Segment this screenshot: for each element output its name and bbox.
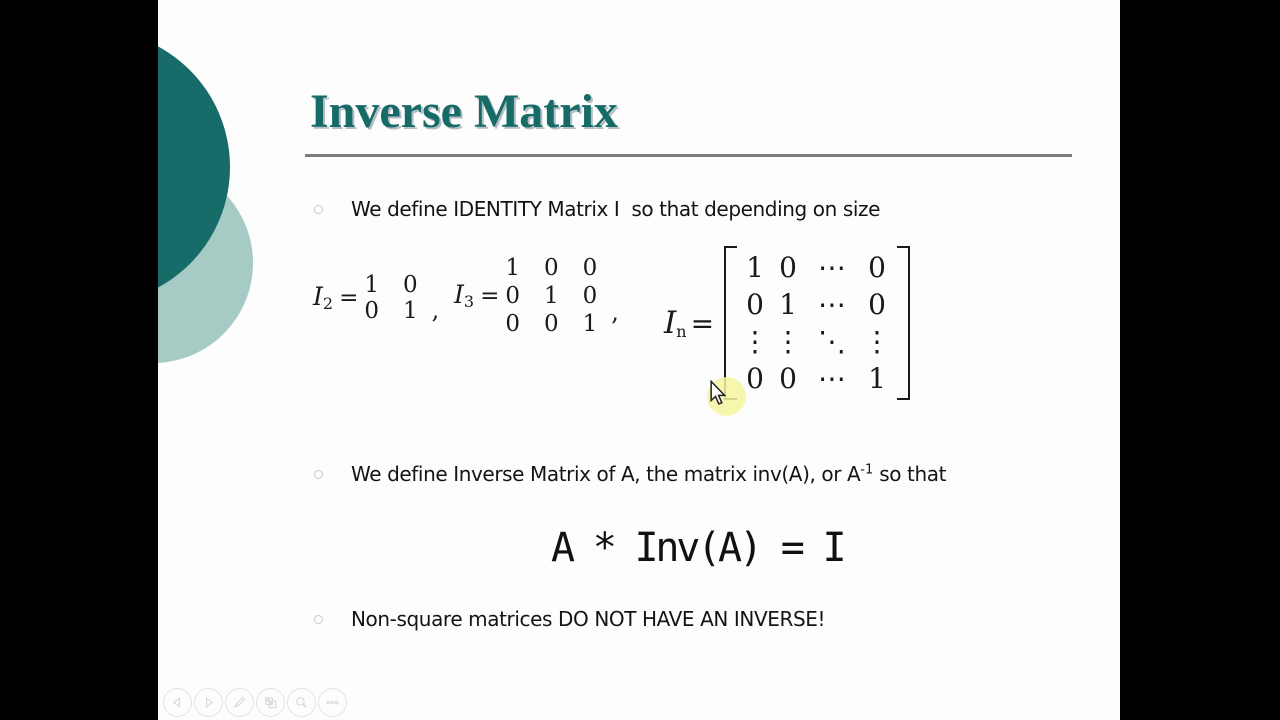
bracketed-matrix bbox=[724, 246, 910, 400]
zoom-button[interactable] bbox=[287, 688, 316, 717]
right-bracket bbox=[897, 246, 910, 400]
bullet-text: We define IDENTITY Matrix I so that depending on size bbox=[351, 197, 881, 221]
math-subscript: 3 bbox=[463, 292, 475, 312]
math-symbol: I bbox=[313, 282, 323, 312]
zoom-icon bbox=[294, 695, 309, 710]
superscript: -1 bbox=[860, 462, 874, 478]
previous-icon bbox=[170, 695, 185, 710]
bullet-identity bbox=[314, 197, 880, 221]
matrix-i2 bbox=[313, 272, 439, 324]
bullet-text: Non-square matrices DO NOT HAVE AN INVERSE! bbox=[351, 607, 826, 631]
frames-button[interactable] bbox=[256, 688, 285, 717]
math-subscript: 2 bbox=[322, 294, 334, 314]
bullet-inverse-definition bbox=[314, 462, 946, 486]
inverse-equation: A * Inv(A) = I bbox=[551, 525, 844, 571]
equals-sign: = bbox=[480, 283, 500, 309]
matrix-in bbox=[664, 246, 910, 400]
more-icon bbox=[325, 695, 340, 710]
slide-title: Inverse Matrix bbox=[310, 85, 618, 138]
pen-button[interactable] bbox=[225, 688, 254, 717]
bullet-nonsquare bbox=[314, 607, 825, 631]
player-controls bbox=[163, 688, 347, 717]
bullet-marker bbox=[314, 615, 323, 624]
pen-icon bbox=[232, 695, 247, 710]
mouse-cursor-icon bbox=[709, 380, 727, 410]
frames-icon bbox=[263, 695, 278, 710]
matrix-cells: 1 0 0 1 bbox=[364, 272, 418, 324]
bullet-marker bbox=[314, 205, 323, 214]
comma: , bbox=[611, 298, 619, 326]
math-subscript: n bbox=[676, 322, 687, 342]
math-symbol: I bbox=[664, 304, 677, 341]
next-icon bbox=[201, 695, 216, 710]
title-underline bbox=[305, 154, 1072, 157]
next-button[interactable] bbox=[194, 688, 223, 717]
bullet-text: We define Inverse Matrix of A, the matrix inv(A), or $A^{-1}$ so that bbox=[351, 462, 947, 486]
bullet-marker bbox=[314, 470, 323, 479]
matrix-cells: 1 0 ⋯ 0 0 1 ⋯ 0 ⋮ ⋮ ⋱ ⋮ 0 0 ⋯ 1 bbox=[741, 251, 892, 395]
slide bbox=[158, 0, 1120, 720]
more-button[interactable] bbox=[318, 688, 347, 717]
previous-button[interactable] bbox=[163, 688, 192, 717]
matrix-i3 bbox=[454, 254, 619, 338]
math-symbol: I bbox=[454, 280, 464, 310]
matrix-cells: 1 0 0 0 1 0 0 0 1 bbox=[505, 255, 598, 337]
comma: , bbox=[431, 296, 440, 324]
equals-sign: = bbox=[690, 306, 715, 340]
equals-sign: = bbox=[339, 285, 359, 311]
